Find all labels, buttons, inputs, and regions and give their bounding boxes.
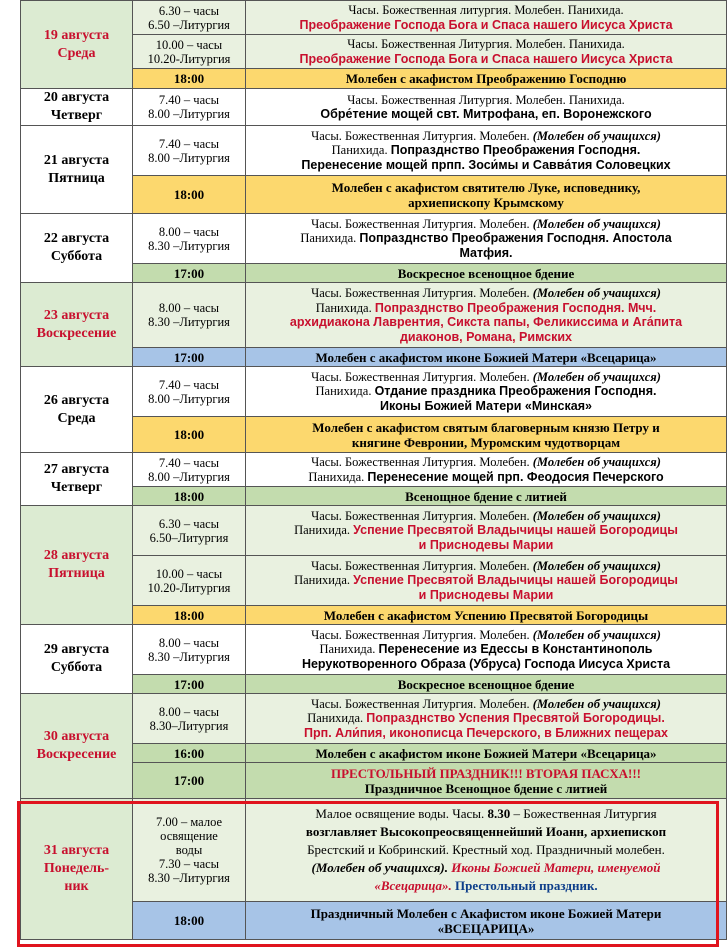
band-time: 17:00 [133,763,246,799]
time-cell: 7.00 – малое освящение воды 7.30 – часы 8.30 –Литургия [133,799,246,902]
band-time: 18:00 [133,417,246,453]
service-cell: Часы. Божественная Литургия. Молебен. Панихида. Обре́тение мощей свт. Митрофана, еп. Воронежского [246,89,727,126]
time-cell: 10.00 – часы 10.20-Литургия [133,35,246,69]
band-service: Праздничный Молебен с Акафистом иконе Божией Матери «ВСЕЦАРИЦА» [246,902,727,940]
table-row [21,453,727,487]
date-cell: 28 августа Пятница [21,506,133,625]
service-cell: Часы. Божественная Литургия. Молебен. (Молебен об учащихся) Панихида. Попразднство Преображения Господня. Перенесение мощей прпп. Зоси́мы и Савва́тия Соловецких [246,126,727,176]
time-cell: 6.30 – часы 6.50–Литургия [133,506,246,556]
schedule-table [20,0,727,940]
time-cell: 7.40 – часы 8.00 –Литургия [133,367,246,417]
table-row [21,89,727,126]
band-time: 17:00 [133,264,246,283]
time-cell: 10.00 – часы 10.20-Литургия [133,556,246,606]
band-time: 18:00 [133,606,246,625]
band-time: 18:00 [133,176,246,214]
band-service: Молебен с акафистом святителю Луке, исповеднику, архиепископу Крымскому [246,176,727,214]
date-cell: 19 августа Среда [21,1,133,89]
band-service: ПРЕСТОЛЬНЫЙ ПРАЗДНИК!!! ВТОРАЯ ПАСХА!!! Праздничное Всенощное бдение с литией [246,763,727,799]
date-cell: 26 августа Среда [21,367,133,453]
table-row [21,1,727,35]
service-cell: Часы. Божественная Литургия. Молебен. (Молебен об учащихся) Панихида. Попразднство Преображения Господня. Мчч. архидиакона Лаврентия, Сикста папы, Феликиссима и Ага́пита диаконов, Романа, Римских [246,283,727,348]
date-cell: 30 августа Воскресение [21,694,133,799]
band-service: Молебен с акафистом иконе Божией Матери «Всецарица» [246,348,727,367]
time-cell: 6.30 – часы 6.50 –Литургия [133,1,246,35]
band-time: 17:00 [133,675,246,694]
date-cell: 23 августа Воскресение [21,283,133,367]
date-cell: 31 августа Понедель- ник [21,799,133,940]
table-row [21,214,727,264]
band-service: Молебен с акафистом Успению Пресвятой Богородицы [246,606,727,625]
time-cell: 7.40 – часы 8.00 –Литургия [133,89,246,126]
time-cell: 7.40 – часы 8.00 –Литургия [133,126,246,176]
time-cell: 8.00 – часы 8.30–Литургия [133,694,246,744]
service-cell: Часы. Божественная Литургия. Молебен. (Молебен об учащихся) Панихида. Отдание праздника Преображения Господня. Иконы Божией Матери «Минская» [246,367,727,417]
service-cell: Часы. Божественная Литургия. Молебен. (Молебен об учащихся) Панихида. Перенесение из Едессы в Константинополь Нерукотворенного Образа (Убруса) Господа Иисуса Христа [246,625,727,675]
band-service: Молебен с акафистом иконе Божией Матери «Всецарица» [246,744,727,763]
date-cell: 29 августа Суббота [21,625,133,694]
table-row [21,506,727,556]
time-cell: 8.00 – часы 8.30 –Литургия [133,625,246,675]
service-cell: Часы. Божественная литургия. Молебен. Панихида. Преображение Господа Бога и Спаса нашего Иисуса Христа [246,1,727,35]
date-cell: 22 августа Суббота [21,214,133,283]
service-cell: Часы. Божественная Литургия. Молебен. (Молебен об учащихся) Панихида. Перенесение мощей прп. Феодосия Печерского [246,453,727,487]
band-time: 18:00 [133,902,246,940]
band-time: 18:00 [133,69,246,89]
band-service: Воскресное всенощное бдение [246,675,727,694]
table-row [21,367,727,417]
service-cell: Часы. Божественная Литургия. Молебен. (Молебен об учащихся) Панихида. Попразднство Преображения Господня. Апостола Матфия. [246,214,727,264]
band-time: 17:00 [133,348,246,367]
date-cell: 21 августа Пятница [21,126,133,214]
band-service: Молебен с акафистом святым благоверным князю Петру и княгине Февронии, Муромским чудотворцам [246,417,727,453]
time-cell: 8.00 – часы 8.30 –Литургия [133,214,246,264]
table-row [21,625,727,675]
date-cell: 20 августа Четверг [21,89,133,126]
band-service: Воскресное всенощное бдение [246,264,727,283]
table-row [21,694,727,744]
band-time: 16:00 [133,744,246,763]
service-cell: Часы. Божественная Литургия. Молебен. (Молебен об учащихся) Панихида. Успение Пресвятой Владычицы нашей Богородицы и Приснодевы Марии [246,506,727,556]
service-cell: Часы. Божественная Литургия. Молебен. Панихида. Преображение Господа Бога и Спаса нашего Иисуса Христа [246,35,727,69]
service-cell: Малое освящение воды. Часы. 8.30 – Божественная Литургия возглавляет Высокопреосвященнейший Иоанн, архиепископ Брестский и Кобринский. Крестный ход. Праздничный молебен. (Молебен об учащихся). Иконы Божией Матери, именуемой «Всецарица». Престольный праздник. [246,799,727,902]
band-service: Молебен с акафистом Преображению Господню [246,69,727,89]
service-cell: Часы. Божественная Литургия. Молебен. (Молебен об учащихся) Панихида. Попразднство Успения Пресвятой Богородицы. Прп. Али́пия, иконописца Печерского, в Ближних пещерах [246,694,727,744]
time-cell: 8.00 – часы 8.30 –Литургия [133,283,246,348]
band-service: Всенощное бдение с литией [246,487,727,506]
band-time: 18:00 [133,487,246,506]
date-cell: 27 августа Четверг [21,453,133,506]
service-cell: Часы. Божественная Литургия. Молебен. (Молебен об учащихся) Панихида. Успение Пресвятой Владычицы нашей Богородицы и Приснодевы Марии [246,556,727,606]
time-cell: 7.40 – часы 8.00 –Литургия [133,453,246,487]
table-row [21,126,727,176]
table-row [21,283,727,348]
table-row [21,799,727,902]
